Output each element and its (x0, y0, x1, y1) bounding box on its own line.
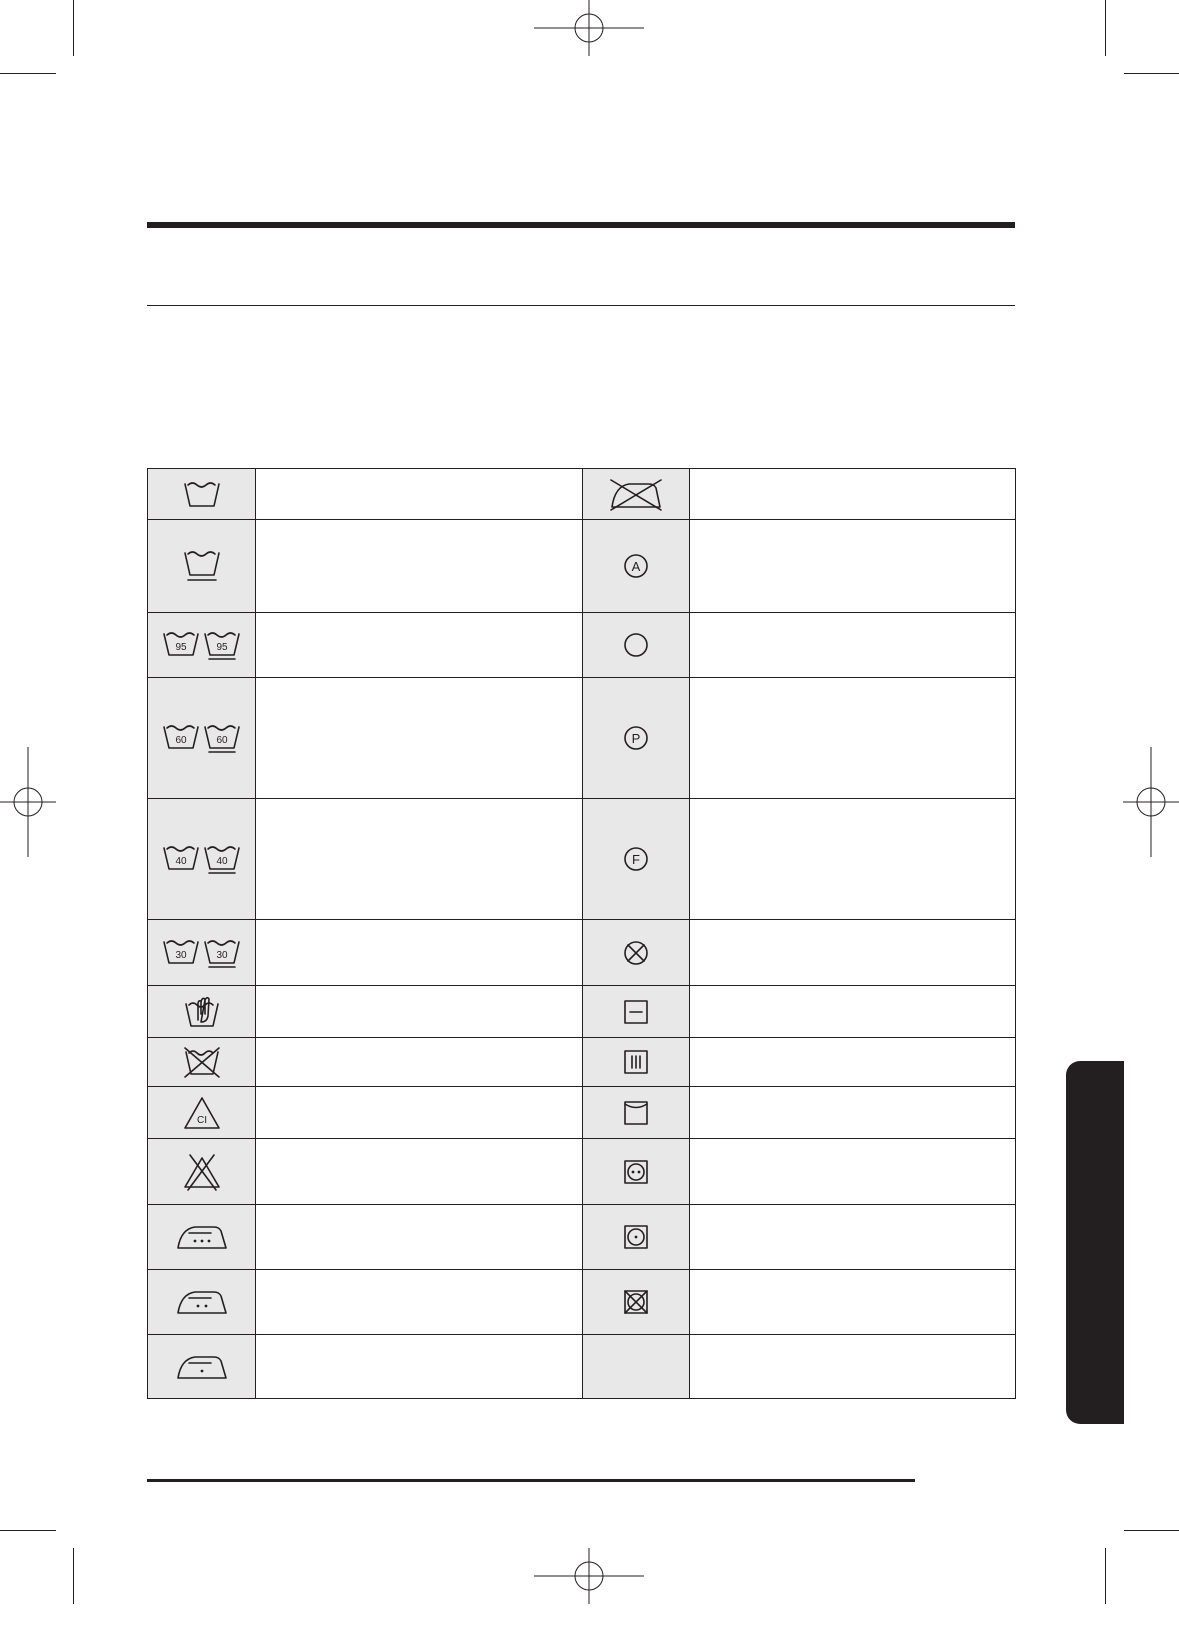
table-row (148, 1087, 1016, 1139)
symbol-cell (148, 1038, 256, 1087)
table-row (148, 799, 1016, 920)
symbol-cell (583, 1335, 690, 1399)
care-symbols-table (147, 468, 1016, 1399)
symbol-cell (583, 1205, 690, 1270)
description-cell (256, 1139, 583, 1205)
symbol-cell (148, 678, 256, 799)
symbol-cell (583, 520, 690, 613)
symbol-cell (583, 613, 690, 678)
tumble-dry-normal-icon (621, 1157, 651, 1187)
crop-mark (1124, 1530, 1179, 1531)
table-row (148, 1139, 1016, 1205)
symbol-cell (148, 1270, 256, 1335)
description-cell (690, 469, 1016, 520)
description-cell (690, 1087, 1016, 1139)
svg-text:30: 30 (174, 949, 187, 961)
table-row (148, 920, 1016, 986)
svg-text:F: F (632, 852, 640, 867)
drip-dry-icon (621, 1047, 651, 1077)
dry-flat-icon (621, 997, 651, 1027)
wash-95-icon (162, 628, 242, 662)
crop-mark (0, 73, 56, 74)
symbol-cell (583, 1270, 690, 1335)
symbol-cell (148, 986, 256, 1038)
bleach-cl-icon (182, 1095, 222, 1131)
description-cell (690, 799, 1016, 920)
iron-high-icon (173, 1222, 231, 1252)
table-row (148, 986, 1016, 1038)
crop-mark (1124, 73, 1179, 74)
tumble-dry-low-icon (621, 1222, 651, 1252)
svg-text:95: 95 (174, 642, 187, 653)
symbol-cell (148, 920, 256, 986)
crop-mark (73, 1548, 74, 1604)
symbol-cell (148, 799, 256, 920)
table-row (148, 678, 1016, 799)
description-cell (690, 1205, 1016, 1270)
chapter-side-tab (1066, 1061, 1124, 1424)
description-cell (256, 1038, 583, 1087)
symbol-cell (583, 920, 690, 986)
iron-medium-icon (173, 1287, 231, 1317)
description-cell (690, 520, 1016, 613)
description-cell (256, 1087, 583, 1139)
symbol-cell (148, 469, 256, 520)
description-cell (256, 1205, 583, 1270)
symbol-cell (583, 678, 690, 799)
symbol-cell (148, 1335, 256, 1399)
wash-60-icon (162, 721, 242, 755)
symbol-cell (583, 986, 690, 1038)
symbol-cell (583, 1139, 690, 1205)
description-cell (256, 613, 583, 678)
delicate-wash-icon (182, 547, 222, 585)
description-cell (256, 986, 583, 1038)
table-row (148, 469, 1016, 520)
description-cell (690, 986, 1016, 1038)
description-cell (256, 799, 583, 920)
svg-text:60: 60 (215, 735, 228, 746)
dry-clean-perchloride-icon (621, 723, 651, 753)
svg-text:40: 40 (174, 856, 187, 867)
do-not-tumble-dry-icon (621, 1287, 651, 1317)
table-row (148, 1270, 1016, 1335)
symbol-cell (583, 1038, 690, 1087)
do-not-dry-clean-icon (621, 938, 651, 968)
svg-text:30: 30 (215, 949, 228, 961)
description-cell (690, 1139, 1016, 1205)
crop-mark (0, 1530, 56, 1531)
iron-low-icon (173, 1352, 231, 1382)
table-row (148, 613, 1016, 678)
description-cell (256, 469, 583, 520)
description-cell (256, 1270, 583, 1335)
description-cell (256, 678, 583, 799)
description-cell (690, 1038, 1016, 1087)
crop-mark (1105, 1548, 1106, 1604)
table-row (148, 1038, 1016, 1087)
symbol-cell (148, 1087, 256, 1139)
description-cell (690, 1270, 1016, 1335)
hang-dry-icon (621, 1098, 651, 1128)
svg-text:60: 60 (174, 735, 187, 746)
registration-mark (28, 802, 29, 803)
dry-clean-icon (621, 630, 651, 660)
description-cell (256, 520, 583, 613)
wash-30-icon (162, 936, 242, 970)
footer-rule (147, 1479, 915, 1482)
header-rule-thick (147, 222, 1015, 228)
dry-clean-any-solvent-icon (621, 551, 651, 581)
symbol-cell (583, 799, 690, 920)
symbol-cell (148, 613, 256, 678)
svg-text:P: P (631, 731, 641, 746)
symbol-cell (583, 469, 690, 520)
symbol-cell (148, 520, 256, 613)
washable-icon (182, 478, 222, 510)
table-row (148, 520, 1016, 613)
hand-wash-icon (182, 994, 222, 1030)
registration-mark (589, 1576, 590, 1577)
header-rule-thin (147, 305, 1015, 306)
symbol-cell (148, 1205, 256, 1270)
table-row (148, 1335, 1016, 1399)
svg-text:CI: CI (196, 1114, 207, 1126)
svg-text:95: 95 (215, 642, 228, 653)
svg-text:40: 40 (215, 856, 228, 867)
do-not-bleach-icon (180, 1152, 224, 1192)
do-not-iron-icon (607, 476, 665, 512)
table-row (148, 1205, 1016, 1270)
description-cell (690, 920, 1016, 986)
do-not-wash-icon (181, 1044, 223, 1080)
crop-mark (1105, 0, 1106, 56)
svg-text:A: A (631, 559, 641, 574)
description-cell (256, 920, 583, 986)
wash-40-icon (162, 842, 242, 876)
description-cell (690, 678, 1016, 799)
symbol-cell (583, 1087, 690, 1139)
registration-mark (1151, 802, 1152, 803)
description-cell (690, 613, 1016, 678)
description-cell (690, 1335, 1016, 1399)
symbol-cell (148, 1139, 256, 1205)
dry-clean-petrol-icon (621, 844, 651, 874)
registration-mark (589, 28, 590, 29)
description-cell (256, 1335, 583, 1399)
crop-mark (73, 0, 74, 56)
